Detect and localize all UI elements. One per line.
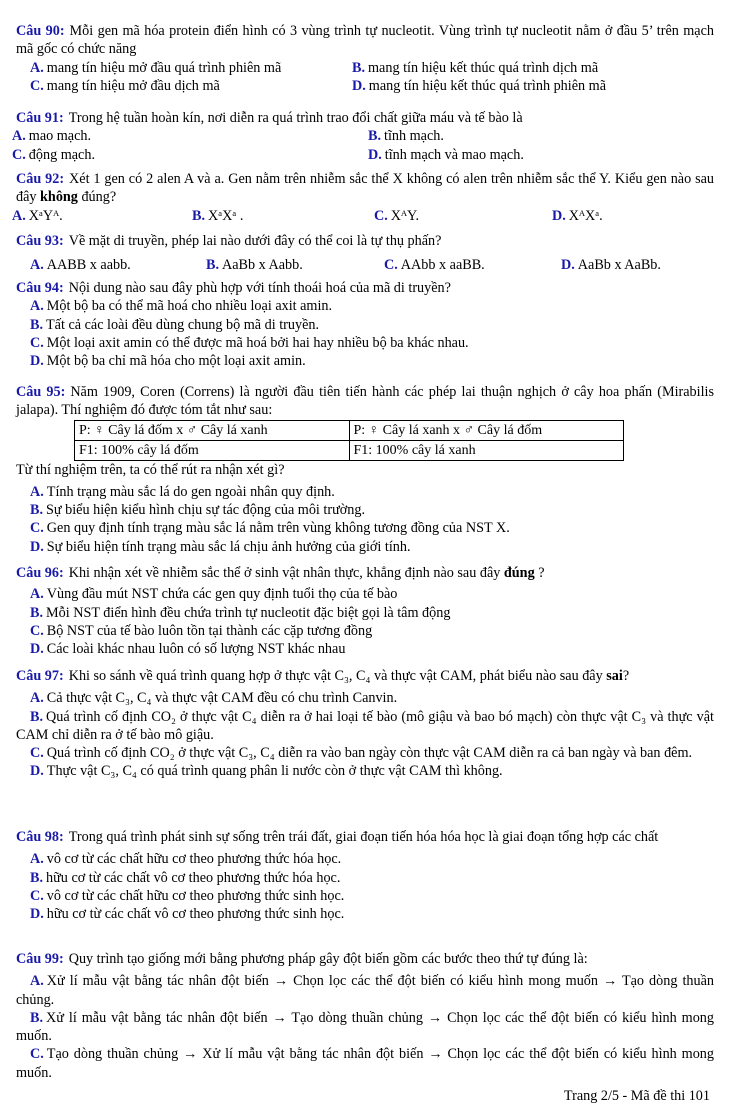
experiment-table xyxy=(74,420,624,461)
question-stem: Câu 94: Nội dung nào sau đây phù hợp với tính thoái hoá của mã di truyền? xyxy=(16,280,451,296)
question-number: Câu 97: xyxy=(16,668,64,684)
question-number: Câu 93: xyxy=(16,233,64,249)
option-c[interactable]: C. Tạo dòng thuần chủng → Xử lí mẫu vật bằng tác nhân đột biến → Chọn lọc các thể đột biến có kiểu hình mong muốn. xyxy=(16,1046,714,1081)
option-a[interactable]: A. XᵃYᴬ. xyxy=(12,207,63,224)
table-cell: F1: 100% cây lá đốm xyxy=(75,440,350,460)
table-row xyxy=(75,440,624,460)
options-row xyxy=(16,59,714,77)
option-a[interactable]: A. Tính trạng màu sắc lá do gen ngoài nhân quy định. xyxy=(30,483,335,500)
option-b[interactable]: B. Sự biểu hiện kiểu hình chịu sự tác động của môi trường. xyxy=(30,502,366,519)
option-c[interactable]: C. mang tín hiệu mở đầu dịch mã xyxy=(30,77,220,94)
options-row xyxy=(12,146,714,164)
option-b[interactable]: B. AaBb x Aabb. xyxy=(206,257,303,274)
options-list xyxy=(16,972,714,1082)
option-d[interactable]: D. Sự biểu hiện tính trạng màu sắc lá chịu ảnh hưởng của giới tính. xyxy=(30,538,411,555)
option-b[interactable]: B. hữu cơ từ các chất vô cơ theo phương thức hóa học. xyxy=(30,869,341,886)
question-number: Câu 94: xyxy=(16,280,64,296)
question-stem: Câu 97: Khi so sánh về quá trình quang hợp ở thực vật C₃, C₄ và thực vật CAM, phát biểu nào sau đây sai? xyxy=(16,668,630,684)
page-footer: Trang 2/5 - Mã đề thi 101 xyxy=(563,1088,710,1104)
option-a[interactable]: A. Vùng đầu mút NST chứa các gen quy định tuổi thọ của tế bào xyxy=(30,586,398,603)
option-d[interactable]: D. XᴬXᵃ. xyxy=(552,207,603,224)
option-d[interactable]: D. Một bộ ba chỉ mã hóa cho một loại axit amin. xyxy=(30,353,306,370)
question-number: Câu 92: xyxy=(16,171,65,187)
option-c[interactable]: C. Gen quy định tính trạng màu sắc lá nằm trên vùng không tương đồng của NST X. xyxy=(30,520,510,537)
question-stem: Câu 95: Năm 1909, Coren (Correns) là người đầu tiên tiến hành các phép lai thuận nghịch ở cây hoa phấn (Mirabilis jalapa). Thí nghiệm đó được tóm tắt như sau: xyxy=(16,384,714,419)
option-b[interactable]: B. Mỗi NST điển hình đều chứa trình tự nucleotit đặc biệt gọi là tâm động xyxy=(30,604,451,621)
options-row xyxy=(16,77,714,95)
question-stem: Câu 99: Quy trình tạo giống mới bằng phương pháp gây đột biến gồm các bước theo thứ tự đúng là: xyxy=(16,951,588,967)
option-c[interactable]: C. AAbb x aaBB. xyxy=(384,257,485,274)
table-cell: F1: 100% cây lá xanh xyxy=(349,440,624,460)
table-cell: P: ♀ Cây lá xanh x ♂ Cây lá đốm xyxy=(349,420,624,440)
question-99 xyxy=(16,950,714,1082)
option-a[interactable]: A. vô cơ từ các chất hữu cơ theo phương thức hóa học. xyxy=(30,851,342,868)
question-stem: Câu 92: Xét 1 gen có 2 alen A và a. Gen nằm trên nhiễm sắc thể X không có alen trên nhiễm sắc thể Y. Kiểu gen nào sau đây không đúng? xyxy=(16,171,714,206)
question-91 xyxy=(12,109,714,164)
question-prompt: Từ thí nghiệm trên, ta có thể rút ra nhận xét gì? xyxy=(16,461,285,478)
option-b[interactable]: B. Xử lí mẫu vật bằng tác nhân đột biến → Tạo dòng thuần chủng → Chọn lọc các thể đột biến có kiểu hình mong muốn. xyxy=(16,1009,714,1045)
question-number: Câu 95: xyxy=(16,384,66,400)
table-cell: P: ♀ Cây lá đốm x ♂ Cây lá xanh xyxy=(75,420,350,440)
option-b[interactable]: B. tĩnh mạch. xyxy=(368,128,444,145)
question-number: Câu 99: xyxy=(16,951,64,967)
question-90 xyxy=(16,22,714,95)
option-c[interactable]: C. XᴬY. xyxy=(374,207,419,224)
option-d[interactable]: D. Các loài khác nhau luôn có số lượng NST khác nhau xyxy=(30,641,346,658)
option-c[interactable]: C. Bộ NST của tế bào luôn tồn tại thành các cặp tương đồng xyxy=(30,622,373,639)
option-c[interactable]: C. Một loại axit amin có thể được mã hoá bởi hai hay nhiều bộ ba khác nhau. xyxy=(30,334,469,351)
question-96 xyxy=(16,564,714,658)
option-d[interactable]: D. tĩnh mạch và mao mạch. xyxy=(368,146,524,163)
option-b[interactable]: B. Tất cả các loài đều dùng chung bộ mã di truyền. xyxy=(30,316,320,333)
question-92 xyxy=(12,170,714,225)
question-stem: Câu 96: Khi nhận xét về nhiễm sắc thể ở sinh vật nhân thực, khẳng định nào sau đây đúng ? xyxy=(16,565,545,581)
question-number: Câu 90: xyxy=(16,23,65,39)
options-row xyxy=(16,256,714,274)
options-list xyxy=(16,483,714,556)
option-b[interactable]: B. Quá trình cố định CO₂ ở thực vật C₄ diễn ra ở hai loại tế bào (mô giậu và bao bó mạch) còn thực vật C₃ và thực vật CAM chỉ diễn ra ở tế bào mô giậu. xyxy=(16,708,714,743)
question-98 xyxy=(16,828,714,923)
options-list xyxy=(16,585,714,658)
options-list xyxy=(16,689,714,780)
question-stem: Câu 91: Trong hệ tuần hoàn kín, nơi diễn ra quá trình trao đổi chất giữa máu và tế bào là xyxy=(16,110,523,126)
option-d[interactable]: D. Thực vật C₃, C₄ có quá trình quang phân li nước còn ở thực vật CAM thì không. xyxy=(30,763,503,780)
option-a[interactable]: A. mao mạch. xyxy=(12,128,92,145)
question-stem: Câu 98: Trong quá trình phát sinh sự sống trên trái đất, giai đoạn tiến hóa hóa học là giai đoạn tổng hợp các chất xyxy=(16,829,659,845)
option-a[interactable]: A. mang tín hiệu mở đầu quá trình phiên mã xyxy=(30,59,282,76)
question-number: Câu 96: xyxy=(16,565,64,581)
options-row xyxy=(12,207,714,225)
question-stem: Câu 93: Về mặt di truyền, phép lai nào dưới đây có thể coi là tự thụ phấn? xyxy=(16,233,442,249)
options-row xyxy=(12,127,714,145)
option-a[interactable]: A. AABB x aabb. xyxy=(30,257,131,274)
option-d[interactable]: D. AaBb x AaBb. xyxy=(561,257,661,274)
question-number: Câu 91: xyxy=(16,110,64,126)
question-97 xyxy=(16,667,714,781)
question-95 xyxy=(16,383,714,556)
option-c[interactable]: C. vô cơ từ các chất hữu cơ theo phương thức sinh học. xyxy=(30,887,345,904)
question-stem: Câu 90: Mỗi gen mã hóa protein điển hình có 3 vùng trình tự nucleotit. Vùng trình tự nucleotit nằm ở đầu 5’ trên mạch mã gốc có chức năng xyxy=(16,23,714,58)
option-a[interactable]: A. Xử lí mẫu vật bằng tác nhân đột biến → Chọn lọc các thể đột biến có kiểu hình mong muốn → Tạo dòng thuần chủng. xyxy=(16,973,714,1008)
option-c[interactable]: C. Quá trình cố định CO₂ ở thực vật C₃, C₄ diễn ra vào ban ngày còn thực vật CAM diễn ra cả ban ngày và ban đêm. xyxy=(30,745,693,762)
table-row xyxy=(75,420,624,440)
option-a[interactable]: A. Cả thực vật C₃, C₄ và thực vật CAM đều có chu trình Canvin. xyxy=(30,690,398,707)
option-a[interactable]: A. Một bộ ba có thể mã hoá cho nhiều loại axit amin. xyxy=(30,298,333,315)
question-93 xyxy=(16,232,714,275)
option-b[interactable]: B. mang tín hiệu kết thúc quá trình dịch mã xyxy=(352,59,599,76)
question-94 xyxy=(16,279,714,370)
question-number: Câu 98: xyxy=(16,829,64,845)
option-d[interactable]: D. hữu cơ từ các chất vô cơ theo phương thức sinh học. xyxy=(30,906,345,923)
options-list xyxy=(16,850,714,923)
option-d[interactable]: D. mang tín hiệu kết thúc quá trình phiên mã xyxy=(352,77,606,94)
option-c[interactable]: C. động mạch. xyxy=(12,146,95,163)
options-list xyxy=(16,297,714,370)
option-b[interactable]: B. XᵃXᵃ . xyxy=(192,207,244,224)
